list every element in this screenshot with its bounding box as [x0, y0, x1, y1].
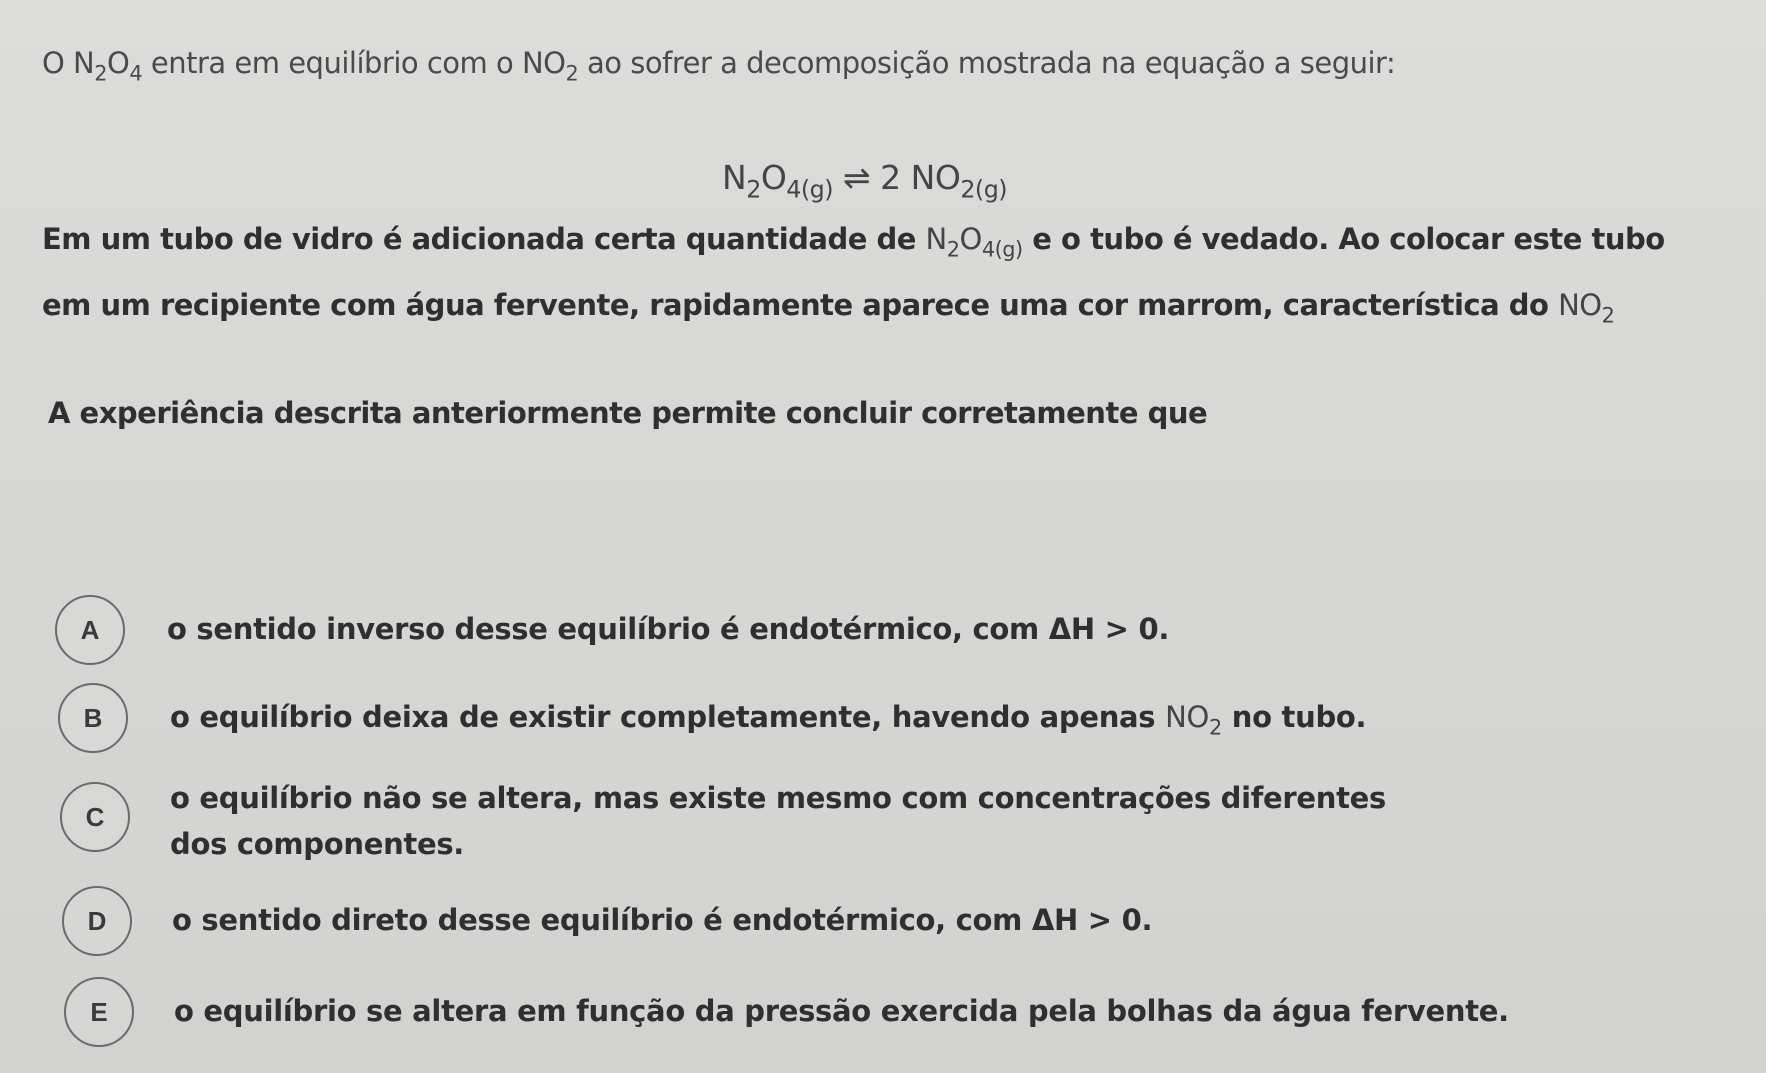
formula-n2o4-gas: $N_2O_{4(g)}$	[925, 222, 1023, 262]
chemical-equation: $N_2O_{4(g)}$ ⇌ 2 $NO_{2(g)}$	[722, 158, 1008, 204]
equilibrium-arrow: ⇌	[833, 158, 881, 197]
option-d[interactable]	[62, 885, 1562, 965]
intro-text	[42, 46, 1396, 86]
formula-no2-option-b: $NO_2$	[1165, 700, 1222, 740]
option-e-letter-badge[interactable]: E	[64, 977, 134, 1047]
formula-n2o4: $N_2O_4$	[73, 46, 143, 86]
option-e-text[interactable]: o equilíbrio se altera em função da pressão exercida pela bolhas da água fervente.	[174, 994, 1509, 1028]
question-prompt: A experiência descrita anteriormente permite concluir corretamente que	[48, 396, 1208, 430]
option-d-letter-badge[interactable]: D	[62, 886, 132, 956]
option-b[interactable]	[58, 679, 1558, 759]
option-a-text[interactable]: o sentido inverso desse equilíbrio é endotérmico, com ΔH > 0.	[167, 612, 1170, 646]
intro-prefix: O	[42, 46, 74, 80]
experiment-text-line-2: em um recipiente com água fervente, rapidamente aparece uma cor marrom, característica do $NO_2$	[42, 288, 1615, 328]
experiment-text-line-1: Em um tubo de vidro é adicionada certa quantidade de $N_2O_{4(g)}$ e o tubo é vedado. Ao colocar este tubo	[42, 222, 1665, 262]
option-a-letter-badge[interactable]: A	[55, 595, 125, 665]
formula-no2-inline: $NO_2$	[1558, 288, 1615, 328]
option-b-letter-badge[interactable]: B	[58, 683, 128, 753]
option-d-text[interactable]: o sentido direto desse equilíbrio é endotérmico, com ΔH > 0.	[172, 903, 1153, 937]
option-c-text[interactable]: o equilíbrio não se altera, mas existe mesmo com concentrações diferentes dos componentes.	[170, 781, 1387, 861]
intro-middle: entra em equilíbrio com o	[142, 46, 522, 80]
intro-suffix: ao sofrer a decomposição mostrada na equação a seguir:	[578, 46, 1396, 80]
option-e[interactable]	[64, 975, 1564, 1055]
option-a[interactable]	[55, 591, 1555, 671]
option-c-letter-badge[interactable]: C	[60, 782, 130, 852]
option-b-text[interactable]: o equilíbrio deixa de existir completamente, havendo apenas $NO_2$ no tubo.	[170, 700, 1367, 740]
option-c[interactable]	[60, 775, 1560, 875]
formula-no2: $NO_2$	[521, 46, 579, 86]
